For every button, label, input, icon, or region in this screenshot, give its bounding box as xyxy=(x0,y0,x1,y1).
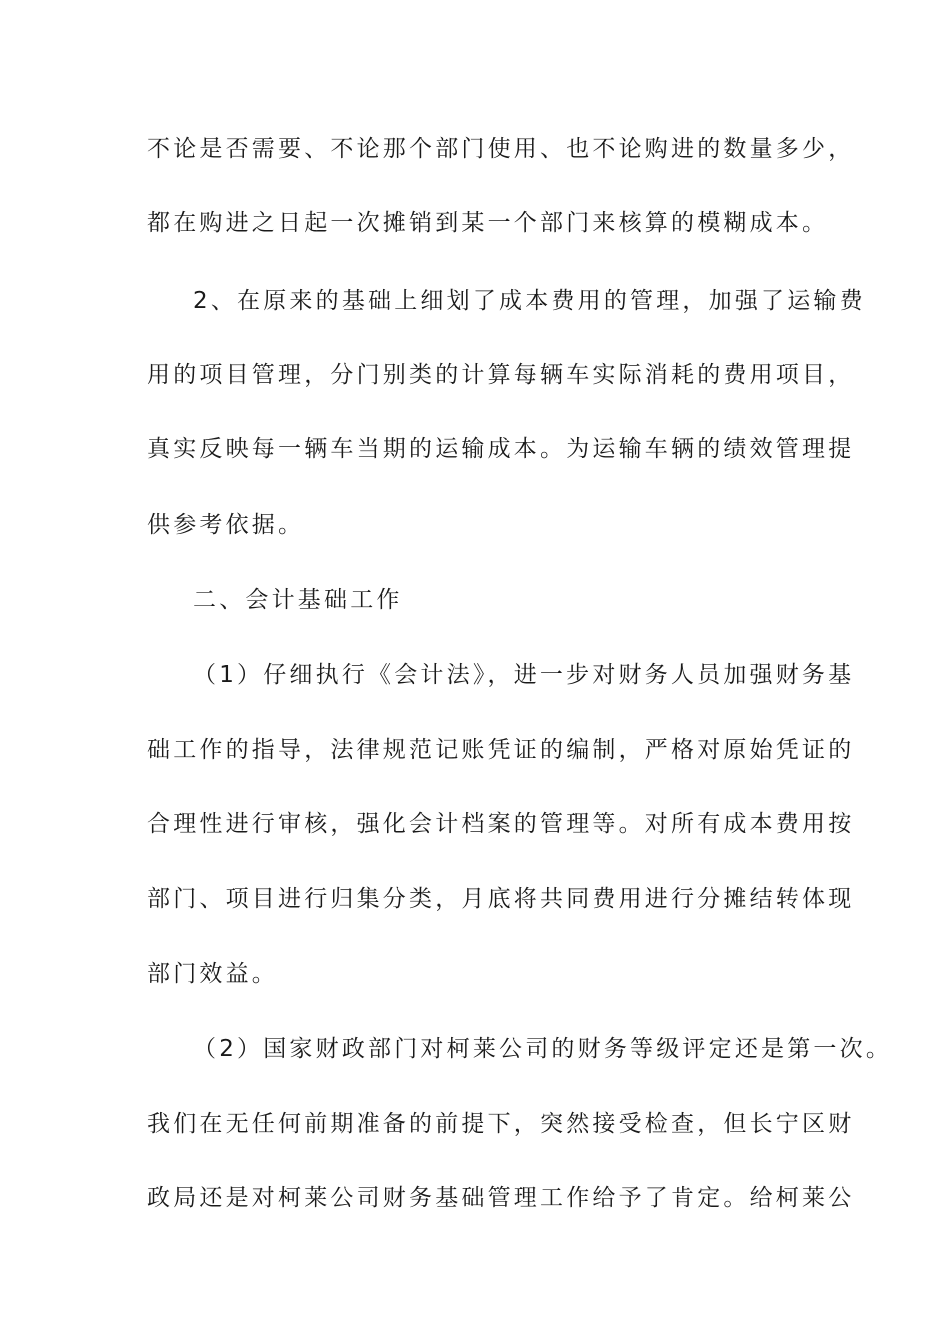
text-line: 不论是否需要、不论那个部门使用、也不论购进的数量多少， xyxy=(147,136,855,162)
text-line: 础工作的指导，法律规范记账凭证的编制，严格对原始凭证的 xyxy=(147,737,855,763)
text-line: 部门、项目进行归集分类，月底将共同费用进行分摊结转体现 xyxy=(147,886,855,912)
text-line: 都在购进之日起一次摊销到某一个部门来核算的模糊成本。 xyxy=(147,210,829,236)
text-line: 我们在无任何前期准备的前提下，突然接受检查，但长宁区财 xyxy=(147,1111,855,1137)
text-line: 2、在原来的基础上细划了成本费用的管理，加强了运输费 xyxy=(193,288,866,314)
text-line: 部门效益。 xyxy=(147,961,278,987)
section-heading: 二、会计基础工作 xyxy=(193,587,403,613)
text-line: 政局还是对柯莱公司财务基础管理工作给予了肯定。给柯莱公 xyxy=(147,1185,855,1211)
text-line: 合理性进行审核，强化会计档案的管理等。对所有成本费用按 xyxy=(147,811,855,837)
text-line: 供参考依据。 xyxy=(147,512,305,538)
text-line: 用的项目管理，分门别类的计算每辆车实际消耗的费用项目， xyxy=(147,362,855,388)
text-line: 真实反映每一辆车当期的运输成本。为运输车辆的绩效管理提 xyxy=(147,436,855,462)
text-line: （2）国家财政部门对柯莱公司的财务等级评定还是第一次。 xyxy=(193,1036,893,1062)
text-line: （1）仔细执行《会计法》，进一步对财务人员加强财务基 xyxy=(193,662,855,688)
